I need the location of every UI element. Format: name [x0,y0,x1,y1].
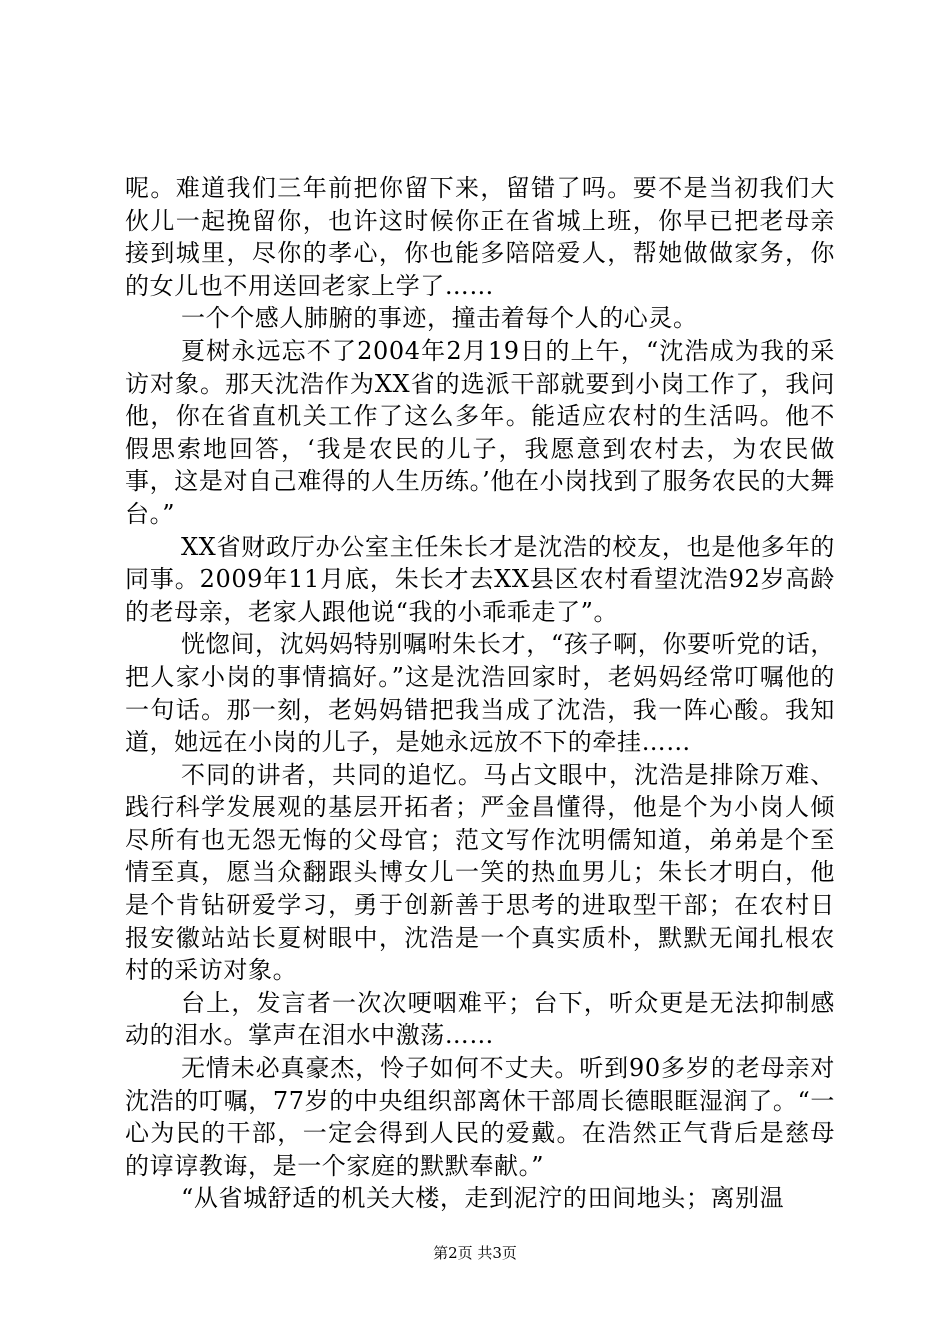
paragraph-5: 恍惚间，沈妈妈特别嘱咐朱长才，“孩子啊，你要听党的话，把人家小岗的事情搞好。”这是沈浩回家时，老妈妈经常叮嘱他的一句话。那一刻，老妈妈错把我当成了沈浩，我一阵心酸。我知道，她远在小岗的儿子，是她永远放不下的牵挂…… [125,630,835,757]
paragraph-3: 夏树永远忘不了2004年2月19日的上午，“沈浩成为我的采访对象。那天沈浩作为XX省的选派干部就要到小岗工作了，我问他，你在省直机关工作了这么多年。能适应农村的生活吗。他不假思索地回答，‘我是农民的儿子，我愿意到农村去，为农民做事，这是对自己难得的人生历练。’他在小岗找到了服务农民的大舞台。” [125,336,835,528]
paragraph-7: 台上，发言者一次次哽咽难平；台下，听众更是无法抑制感动的泪水。掌声在泪水中激荡…… [125,988,835,1050]
paragraph-8: 无情未必真豪杰，怜子如何不丈夫。听到90多岁的老母亲对沈浩的叮嘱，77岁的中央组织部离休干部周长德眼眶湿润了。“一心为民的干部，一定会得到人民的爱戴。在浩然正气背后是慈母的谆谆教诲，是一个家庭的默默奉献。” [125,1054,835,1180]
paragraph-2: 一个个感人肺腑的事迹，撞击着每个人的心灵。 [181,304,698,333]
page-footer: 第2页 共3页 [433,1244,517,1262]
paragraph-4: XX省财政厅办公室主任朱长才是沈浩的校友，也是他多年的同事。2009年11月底，朱长才去XX县区农村看望沈浩92岁高龄的老母亲，老家人跟他说“我的小乖乖走了”。 [125,532,835,626]
paragraph-1: 呢。难道我们三年前把你留下来，留错了吗。要不是当初我们大伙儿一起挽留你，也许这时候你正在省城上班，你早已把老母亲接到城里，尽你的孝心，你也能多陪陪爱人，帮她做做家务，你的女儿也不用送回老家上学了…… [125,174,835,300]
paragraph-6: 不同的讲者，共同的追忆。马占文眼中，沈浩是排除万难、践行科学发展观的基层开拓者；严金昌懂得，他是个为小岗人倾尽所有也无怨无悔的父母官；范文写作沈明儒知道，弟弟是个至情至真，愿当众翻跟头博女儿一笑的热血男儿；朱长才明白，他是个肯钻研爱学习，勇于创新善于思考的进取型干部；在农村日报安徽站站长夏树眼中，沈浩是一个真实质朴，默默无闻扎根农村的采访对象。 [125,760,835,985]
document-body [125,172,835,1215]
paragraph-9: “从省城舒适的机关大楼，走到泥泞的田间地头；离别温 [181,1184,785,1213]
